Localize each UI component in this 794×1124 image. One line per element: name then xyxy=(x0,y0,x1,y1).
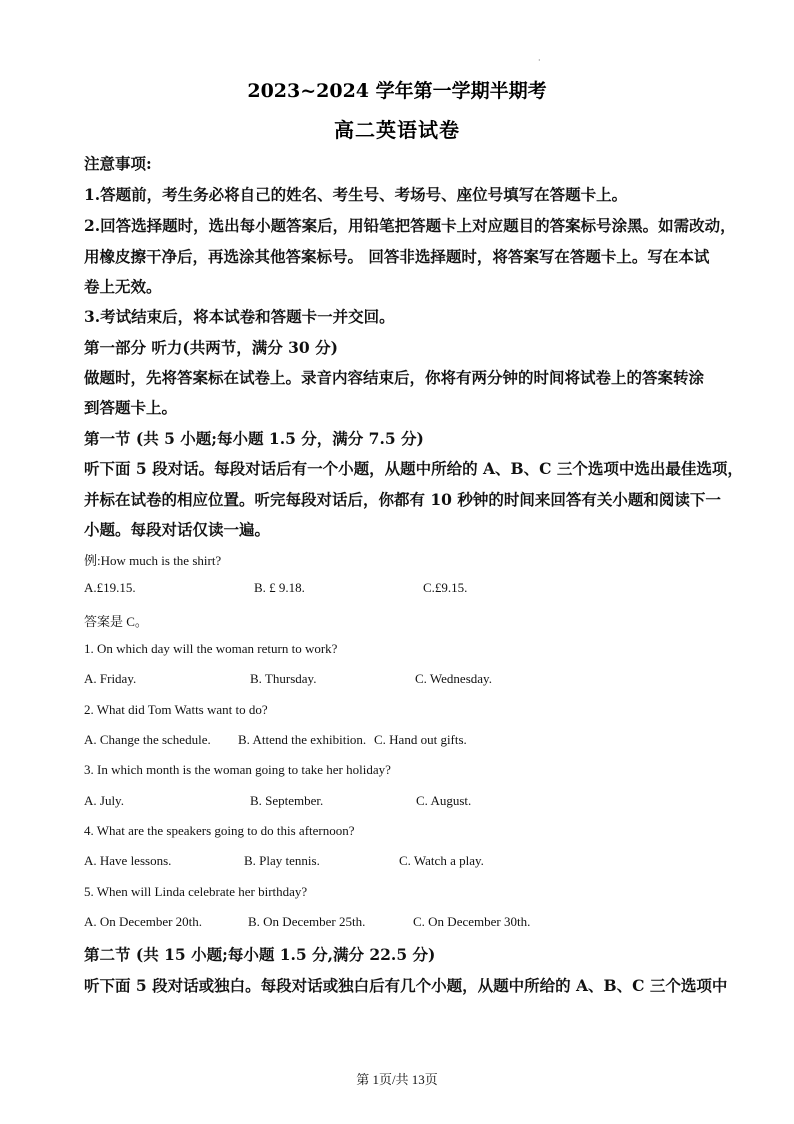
question-2-option-a: A. Change the schedule. xyxy=(84,732,211,747)
section1-intro-line-3: 小题。每段对话仅读一遍。 xyxy=(84,520,271,539)
question-1-option-c: C. Wednesday. xyxy=(415,671,492,686)
part1-heading: 第一部分 听力(共两节，满分 30 分) xyxy=(84,338,338,357)
question-1: 1. On which day will the woman return to work? xyxy=(84,641,338,656)
question-5-option-b: B. On December 25th. xyxy=(248,914,366,929)
section2-intro-line-1: 听下面 5 段对话或独白。每段对话或独白后有几个小题，从题中所给的 A、B、C 三个选项中 xyxy=(84,976,728,995)
note-2-line-2: 用橡皮擦干净后，再选涂其他答案标号。 回答非选择题时，将答案写在答题卡上。写在本试 xyxy=(84,247,710,266)
note-3: 3.考试结束后，将本试卷和答题卡一并交回。 xyxy=(84,307,395,326)
question-5: 5. When will Linda celebrate her birthday? xyxy=(84,884,308,899)
scan-dot: · xyxy=(538,56,541,65)
note-2-line-3: 卷上无效。 xyxy=(84,277,162,296)
exam-title: 2023~2024 学年第一学期半期考 xyxy=(247,80,547,102)
example-answer: 答案是 C。 xyxy=(84,614,148,629)
example-option-a: A.£19.15. xyxy=(84,580,136,595)
section1-intro-line-2: 并标在试卷的相应位置。听完每段对话后，你都有 10 秒钟的时间来回答有关小题和阅读下一 xyxy=(84,490,721,509)
example-option-c: C.£9.15. xyxy=(423,580,468,595)
question-4-option-a: A. Have lessons. xyxy=(84,853,172,868)
question-4: 4. What are the speakers going to do this afternoon? xyxy=(84,823,355,838)
question-1-option-a: A. Friday. xyxy=(84,671,137,686)
page-number: 第 1页/共 13页 xyxy=(356,1072,438,1087)
question-3-option-a: A. July. xyxy=(84,793,124,808)
question-5-option-c: C. On December 30th. xyxy=(413,914,531,929)
question-1-option-b: B. Thursday. xyxy=(250,671,317,686)
section1-intro-line-1: 听下面 5 段对话。每段对话后有一个小题，从题中所给的 A、B、C 三个选项中选出最佳选项， xyxy=(84,459,743,478)
question-2-option-b: B. Attend the exhibition. xyxy=(238,732,367,747)
question-4-option-c: C. Watch a play. xyxy=(399,853,484,868)
question-3: 3. In which month is the woman going to take her holiday? xyxy=(84,762,391,777)
section1-heading: 第一节 (共 5 小题;每小题 1.5 分，满分 7.5 分) xyxy=(84,429,424,448)
exam-subtitle: 高二英语试卷 xyxy=(334,118,460,142)
example-question: 例:How much is the shirt? xyxy=(84,553,222,568)
question-4-option-b: B. Play tennis. xyxy=(244,853,320,868)
part1-intro-line-2: 到答题卡上。 xyxy=(84,398,178,417)
example-option-b: B. £ 9.18. xyxy=(254,580,305,595)
question-3-option-c: C. August. xyxy=(416,793,472,808)
question-2: 2. What did Tom Watts want to do? xyxy=(84,702,268,717)
question-2-option-c: C. Hand out gifts. xyxy=(374,732,467,747)
note-2-line-1: 2.回答选择题时，选出每小题答案后，用铅笔把答题卡上对应题目的答案标号涂黑。如需改动， xyxy=(84,216,736,235)
notes-heading: 注意事项: xyxy=(84,154,152,173)
part1-intro-line-1: 做题时，先将答案标在试卷上。录音内容结束后，你将有两分钟的时间将试卷上的答案转涂 xyxy=(84,368,705,387)
section2-heading: 第二节 (共 15 小题;每小题 1.5 分,满分 22.5 分) xyxy=(84,945,436,964)
question-5-option-a: A. On December 20th. xyxy=(84,914,203,929)
note-1: 1.答题前，考生务必将自己的姓名、考生号、考场号、座位号填写在答题卡上。 xyxy=(84,185,628,204)
question-3-option-b: B. September. xyxy=(250,793,324,808)
